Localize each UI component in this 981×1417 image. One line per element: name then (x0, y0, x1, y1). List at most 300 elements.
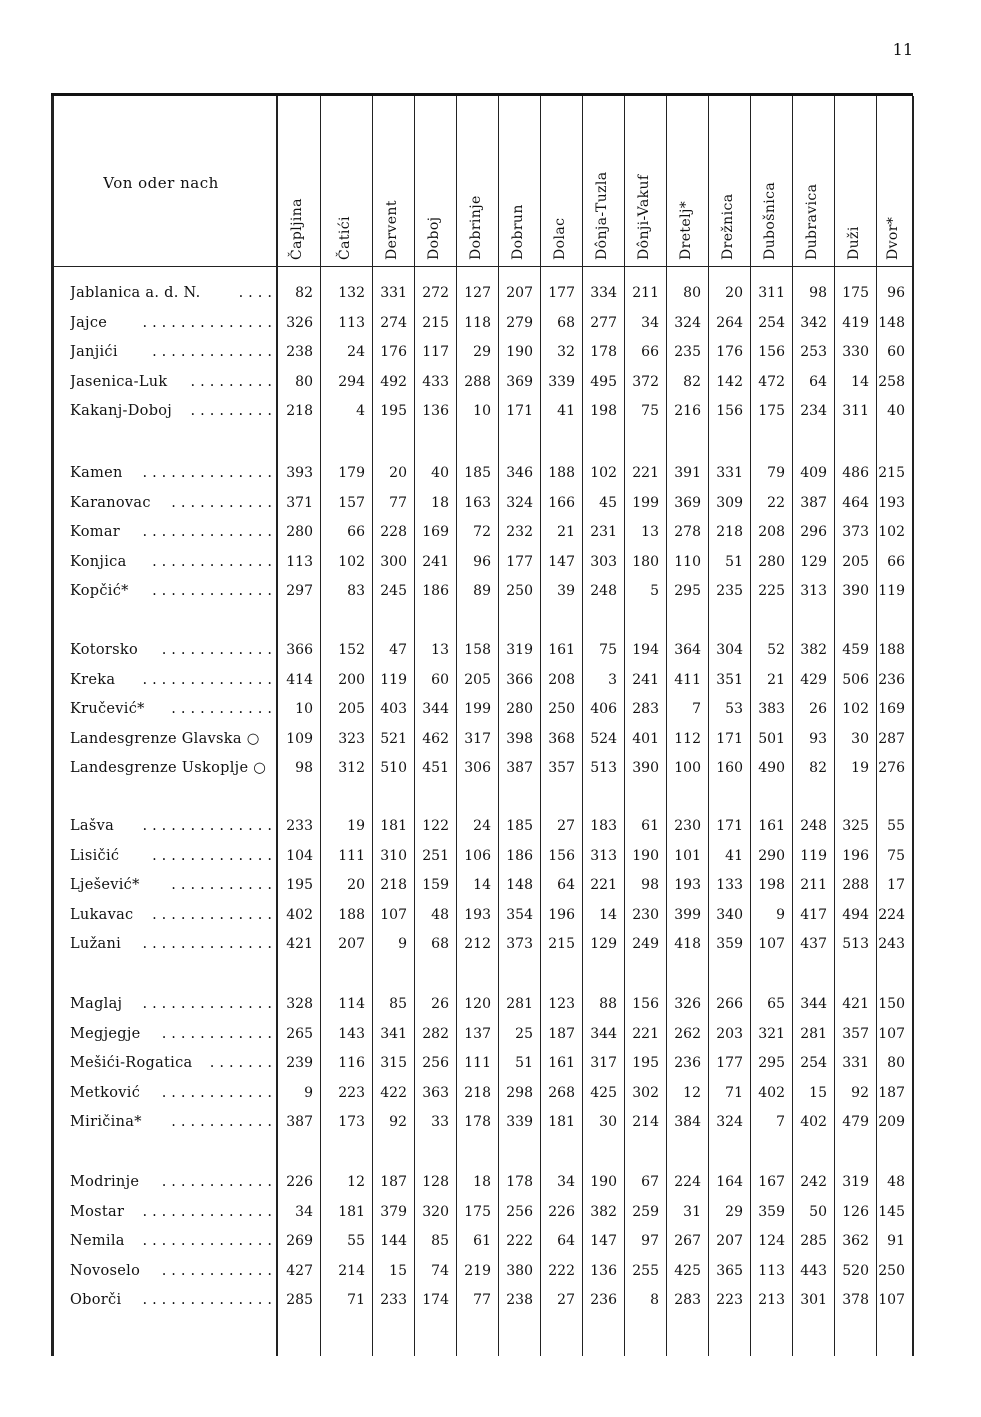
distance-cell: 9 (304, 1084, 313, 1101)
distance-cell: 218 (286, 403, 313, 419)
column-header-label: Dubošnica (762, 181, 778, 260)
distance-cell: 218 (380, 877, 407, 893)
distance-cell: 390 (842, 583, 869, 599)
distance-cell: 127 (464, 285, 491, 301)
column-header-label: Dônji-Vakuf (636, 174, 652, 260)
distance-cell: 190 (632, 847, 659, 864)
distance-cell: 185 (506, 818, 533, 834)
distance-cell: 387 (506, 760, 533, 776)
distance-cell: 98 (641, 877, 659, 893)
distance-cell: 187 (548, 1025, 575, 1042)
distance-cell: 174 (422, 1292, 449, 1308)
distance-cell: 387 (286, 1114, 313, 1130)
distance-cell: 75 (641, 403, 659, 419)
stub-header: Von oder nach (103, 174, 219, 192)
distance-cell: 61 (641, 818, 659, 834)
distance-cell: 215 (548, 936, 575, 952)
distance-cell: 351 (716, 671, 743, 688)
distance-cell: 159 (422, 877, 449, 893)
distance-cell: 112 (674, 730, 701, 747)
row-place-name: Metković (70, 1084, 141, 1101)
distance-cell: 409 (800, 465, 827, 481)
distance-cell: 164 (716, 1174, 743, 1190)
distance-cell: 265 (286, 1025, 313, 1042)
distance-cell: 414 (286, 671, 313, 688)
distance-cell: 77 (473, 1292, 491, 1308)
leader-dots: .............. (142, 1233, 277, 1249)
leader-dots: .............. (142, 314, 277, 331)
distance-cell: 359 (758, 1203, 785, 1220)
row-place-name: Janjići (70, 344, 118, 360)
distance-cell: 346 (506, 465, 533, 481)
distance-cell: 119 (380, 671, 407, 688)
distance-cell: 161 (758, 818, 785, 834)
distance-cell: 187 (380, 1174, 407, 1190)
distance-cell: 143 (338, 1025, 365, 1042)
leader-dots: ............. (152, 906, 277, 923)
distance-cell: 297 (286, 583, 313, 599)
distance-cell: 248 (800, 818, 827, 834)
distance-cell: 175 (464, 1203, 491, 1220)
distance-cell: 183 (590, 818, 617, 834)
distance-cell: 40 (887, 403, 905, 419)
distance-cell: 198 (758, 877, 785, 893)
distance-cell: 114 (338, 996, 365, 1012)
distance-cell: 364 (674, 642, 701, 658)
distance-cell: 256 (506, 1203, 533, 1220)
row-place-name: Kamen (70, 465, 123, 481)
distance-cell: 13 (431, 642, 449, 658)
distance-cell: 402 (800, 1114, 827, 1130)
distance-cell: 330 (842, 344, 869, 360)
distance-cell: 71 (347, 1292, 365, 1308)
distance-cell: 417 (800, 906, 827, 923)
table-row (51, 521, 913, 545)
table-row (51, 1289, 913, 1313)
distance-cell: 175 (758, 403, 785, 419)
distance-cell: 340 (716, 906, 743, 923)
row-place-name: Jablanica a. d. N. (70, 285, 201, 301)
distance-cell: 391 (674, 465, 701, 481)
distance-cell: 163 (464, 494, 491, 511)
distance-cell: 402 (758, 1084, 785, 1101)
distance-cell: 513 (590, 760, 617, 776)
distance-cell: 157 (338, 494, 365, 511)
distance-cell: 55 (347, 1233, 365, 1249)
leader-dots: .............. (142, 1203, 277, 1220)
row-place-name: Kručević* (70, 701, 145, 717)
distance-cell: 10 (295, 701, 313, 717)
distance-cell: 301 (800, 1292, 827, 1308)
row-place-name: Kakanj-Doboj (70, 403, 173, 419)
distance-cell: 71 (725, 1084, 743, 1101)
distance-cell: 27 (557, 818, 575, 834)
distance-cell: 13 (641, 524, 659, 540)
distance-cell: 317 (590, 1055, 617, 1071)
table-row (51, 312, 913, 336)
column-header (667, 102, 709, 260)
distance-cell: 221 (632, 1025, 659, 1042)
distance-cell: 373 (506, 936, 533, 952)
column-header-label: Duži (846, 226, 862, 260)
distance-cell: 178 (506, 1174, 533, 1190)
table-row (51, 993, 913, 1017)
distance-cell: 14 (473, 877, 491, 893)
leader-dots: ......... (190, 373, 277, 390)
row-place-name: Kotorsko (70, 642, 139, 658)
leader-dots: .............. (142, 1292, 277, 1308)
distance-cell: 295 (674, 583, 701, 599)
leader-dots: .... (238, 285, 277, 301)
distance-cell: 4 (356, 403, 365, 419)
column-header (835, 102, 877, 260)
distance-cell: 156 (548, 847, 575, 864)
distance-cell: 45 (599, 494, 617, 511)
distance-cell: 279 (506, 314, 533, 331)
distance-cell: 74 (431, 1262, 449, 1279)
distance-cell: 160 (716, 760, 743, 776)
distance-cell: 494 (842, 906, 869, 923)
distance-cell: 216 (674, 403, 701, 419)
distance-cell: 344 (422, 701, 449, 717)
table-row (51, 462, 913, 486)
distance-cell: 64 (557, 877, 575, 893)
distance-cell: 203 (716, 1025, 743, 1042)
distance-cell: 102 (338, 553, 365, 570)
distance-cell: 96 (473, 553, 491, 570)
distance-cell: 277 (590, 314, 617, 331)
column-header-label: Dobrinje (468, 195, 484, 260)
distance-cell: 443 (800, 1262, 827, 1279)
distance-cell: 171 (716, 818, 743, 834)
distance-cell: 113 (338, 314, 365, 331)
leader-dots: ............. (152, 344, 277, 360)
distance-cell: 14 (851, 373, 869, 390)
leader-dots: ............ (161, 1262, 277, 1279)
row-place-name: Novoselo (70, 1262, 141, 1279)
distance-cell: 524 (590, 730, 617, 747)
row-place-name: Landesgrenze Uskoplje ○ (70, 760, 267, 776)
distance-cell: 111 (464, 1055, 491, 1071)
row-place-name: Lukavac (70, 906, 134, 923)
distance-cell: 369 (674, 494, 701, 511)
distance-cell: 224 (878, 906, 905, 923)
distance-cell: 14 (599, 906, 617, 923)
distance-cell: 195 (380, 403, 407, 419)
distance-cell: 180 (632, 553, 659, 570)
distance-cell: 123 (548, 996, 575, 1012)
leader-dots: .............. (142, 818, 277, 834)
distance-cell: 298 (506, 1084, 533, 1101)
distance-cell: 250 (548, 701, 575, 717)
distance-cell: 411 (674, 671, 701, 688)
distance-cell: 323 (338, 730, 365, 747)
distance-cell: 19 (347, 818, 365, 834)
distance-cell: 383 (758, 701, 785, 717)
distance-cell: 311 (842, 403, 869, 419)
distance-cell: 120 (464, 996, 491, 1012)
leader-dots: .............. (142, 936, 277, 952)
leader-dots: ........... (171, 494, 277, 511)
distance-cell: 65 (767, 996, 785, 1012)
distance-cell: 176 (716, 344, 743, 360)
distance-cell: 66 (347, 524, 365, 540)
distance-cell: 147 (590, 1233, 617, 1249)
distance-cell: 7 (776, 1114, 785, 1130)
distance-cell: 85 (431, 1233, 449, 1249)
distance-cell: 12 (683, 1084, 701, 1101)
column-header-label: Čapljina (289, 198, 305, 260)
distance-cell: 251 (422, 847, 449, 864)
column-header (583, 102, 625, 260)
distance-cell: 205 (464, 671, 491, 688)
distance-cell: 326 (674, 996, 701, 1012)
distance-cell: 259 (632, 1203, 659, 1220)
distance-cell: 26 (809, 701, 827, 717)
distance-cell: 250 (506, 583, 533, 599)
distance-cell: 24 (347, 344, 365, 360)
distance-cell: 98 (295, 760, 313, 776)
table-row (51, 728, 913, 752)
distance-cell: 372 (632, 373, 659, 390)
row-place-name: Landesgrenze Glavska ○ (70, 730, 260, 747)
header-rule (51, 266, 913, 267)
distance-cell: 363 (422, 1084, 449, 1101)
distance-cell: 41 (725, 847, 743, 864)
distance-cell: 39 (557, 583, 575, 599)
distance-cell: 425 (674, 1262, 701, 1279)
distance-cell: 521 (380, 730, 407, 747)
distance-cell: 254 (758, 314, 785, 331)
table-row (51, 282, 913, 306)
distance-cell: 378 (842, 1292, 869, 1308)
distance-cell: 150 (878, 996, 905, 1012)
distance-cell: 52 (767, 642, 785, 658)
distance-cell: 158 (464, 642, 491, 658)
distance-cell: 344 (590, 1025, 617, 1042)
distance-cell: 5 (650, 583, 659, 599)
distance-cell: 243 (878, 936, 905, 952)
distance-cell: 68 (431, 936, 449, 952)
column-header (457, 102, 499, 260)
distance-cell: 421 (842, 996, 869, 1012)
distance-cell: 331 (842, 1055, 869, 1071)
column-header (541, 102, 583, 260)
distance-cell: 223 (338, 1084, 365, 1101)
row-place-name: Megjegje (70, 1025, 141, 1042)
distance-cell: 79 (767, 465, 785, 481)
distance-cell: 214 (632, 1114, 659, 1130)
distance-cell: 12 (347, 1174, 365, 1190)
distance-cell: 211 (632, 285, 659, 301)
distance-cell: 266 (716, 996, 743, 1012)
distance-cell: 226 (286, 1174, 313, 1190)
row-place-name: Maglaj (70, 996, 123, 1012)
distance-cell: 221 (590, 877, 617, 893)
distance-cell: 278 (674, 524, 701, 540)
distance-cell: 24 (473, 818, 491, 834)
distance-cell: 136 (422, 403, 449, 419)
distance-cell: 313 (800, 583, 827, 599)
distance-cell: 48 (887, 1174, 905, 1190)
distance-cell: 207 (506, 285, 533, 301)
distance-cell: 41 (557, 403, 575, 419)
leader-dots: .............. (142, 465, 277, 481)
distance-cell: 362 (842, 1233, 869, 1249)
distance-cell: 113 (758, 1262, 785, 1279)
row-place-name: Lašva (70, 818, 115, 834)
distance-cell: 88 (599, 996, 617, 1012)
distance-cell: 281 (506, 996, 533, 1012)
leader-dots: ........... (171, 877, 277, 893)
distance-cell: 254 (800, 1055, 827, 1071)
distance-cell: 365 (716, 1262, 743, 1279)
distance-cell: 429 (800, 671, 827, 688)
distance-cell: 241 (632, 671, 659, 688)
distance-cell: 393 (286, 465, 313, 481)
distance-cell: 283 (632, 701, 659, 717)
distance-cell: 380 (506, 1262, 533, 1279)
distance-cell: 9 (776, 906, 785, 923)
leader-dots: ............ (161, 642, 277, 658)
distance-cell: 178 (590, 344, 617, 360)
distance-cell: 193 (674, 877, 701, 893)
distance-cell: 171 (506, 403, 533, 419)
distance-cell: 47 (389, 642, 407, 658)
distance-cell: 25 (515, 1025, 533, 1042)
distance-cell: 18 (431, 494, 449, 511)
distance-cell: 235 (716, 583, 743, 599)
distance-cell: 177 (548, 285, 575, 301)
distance-cell: 156 (632, 996, 659, 1012)
distance-cell: 186 (422, 583, 449, 599)
distance-table (51, 93, 913, 1356)
distance-cell: 311 (758, 285, 785, 301)
table-row (51, 933, 913, 957)
distance-cell: 68 (557, 314, 575, 331)
table-row (51, 639, 913, 663)
distance-cell: 232 (506, 524, 533, 540)
distance-cell: 15 (809, 1084, 827, 1101)
distance-cell: 107 (758, 936, 785, 952)
distance-cell: 319 (506, 642, 533, 658)
column-header-label: Dobrun (510, 204, 526, 260)
distance-cell: 179 (338, 465, 365, 481)
distance-cell: 82 (295, 285, 313, 301)
distance-cell: 27 (557, 1292, 575, 1308)
distance-cell: 510 (380, 760, 407, 776)
distance-cell: 303 (590, 553, 617, 570)
distance-cell: 19 (851, 760, 869, 776)
distance-cell: 193 (878, 494, 905, 511)
distance-cell: 304 (716, 642, 743, 658)
distance-cell: 178 (464, 1114, 491, 1130)
distance-cell: 21 (767, 671, 785, 688)
distance-cell: 328 (286, 996, 313, 1012)
distance-cell: 222 (506, 1233, 533, 1249)
distance-cell: 464 (842, 494, 869, 511)
distance-cell: 106 (464, 847, 491, 864)
distance-cell: 344 (800, 996, 827, 1012)
distance-cell: 97 (641, 1233, 659, 1249)
distance-cell: 309 (716, 494, 743, 511)
distance-cell: 462 (422, 730, 449, 747)
distance-cell: 267 (674, 1233, 701, 1249)
distance-cell: 283 (674, 1292, 701, 1308)
distance-cell: 17 (887, 877, 905, 893)
leader-dots: ............ (161, 1174, 277, 1190)
distance-cell: 207 (716, 1233, 743, 1249)
distance-cell: 276 (878, 760, 905, 776)
distance-cell: 8 (650, 1292, 659, 1308)
leader-dots: ............. (152, 583, 277, 599)
distance-cell: 96 (887, 285, 905, 301)
distance-cell: 459 (842, 642, 869, 658)
distance-cell: 236 (674, 1055, 701, 1071)
distance-cell: 239 (286, 1055, 313, 1071)
row-place-name: Mostar (70, 1203, 125, 1220)
distance-cell: 22 (767, 494, 785, 511)
distance-cell: 147 (548, 553, 575, 570)
distance-cell: 369 (506, 373, 533, 390)
distance-cell: 190 (590, 1174, 617, 1190)
distance-cell: 209 (878, 1114, 905, 1130)
distance-cell: 224 (674, 1174, 701, 1190)
distance-cell: 92 (389, 1114, 407, 1130)
distance-cell: 324 (674, 314, 701, 331)
leader-dots: .............. (142, 996, 277, 1012)
distance-cell: 258 (878, 373, 905, 390)
distance-cell: 342 (800, 314, 827, 331)
distance-cell: 133 (716, 877, 743, 893)
distance-cell: 193 (464, 906, 491, 923)
distance-cell: 285 (286, 1292, 313, 1308)
distance-cell: 119 (878, 583, 905, 599)
table-row (51, 1201, 913, 1225)
distance-cell: 215 (878, 465, 905, 481)
column-header (415, 102, 457, 260)
leader-dots: ............ (161, 1084, 277, 1101)
distance-cell: 402 (286, 906, 313, 923)
distance-cell: 320 (422, 1203, 449, 1220)
distance-cell: 403 (380, 701, 407, 717)
column-header-label: Dolac (552, 217, 568, 260)
distance-cell: 373 (842, 524, 869, 540)
distance-cell: 102 (878, 524, 905, 540)
distance-cell: 326 (286, 314, 313, 331)
distance-cell: 31 (683, 1203, 701, 1220)
distance-cell: 228 (380, 524, 407, 540)
distance-cell: 40 (431, 465, 449, 481)
table-row (51, 371, 913, 395)
distance-cell: 313 (590, 847, 617, 864)
distance-cell: 177 (506, 553, 533, 570)
distance-cell: 186 (506, 847, 533, 864)
distance-cell: 64 (809, 373, 827, 390)
distance-cell: 83 (347, 583, 365, 599)
distance-cell: 126 (842, 1203, 869, 1220)
distance-cell: 72 (473, 524, 491, 540)
distance-cell: 187 (878, 1084, 905, 1101)
distance-cell: 325 (842, 818, 869, 834)
distance-cell: 207 (338, 936, 365, 952)
table-row (51, 1111, 913, 1135)
distance-cell: 250 (878, 1262, 905, 1279)
distance-cell: 208 (758, 524, 785, 540)
row-place-name: Konjica (70, 553, 127, 570)
distance-cell: 236 (878, 671, 905, 688)
distance-cell: 486 (842, 465, 869, 481)
